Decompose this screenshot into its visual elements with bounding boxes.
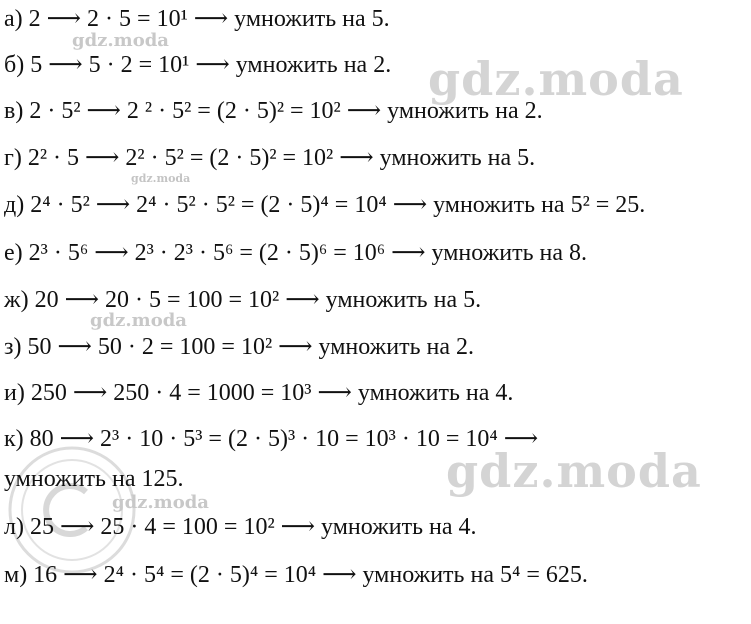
solution-line-z: з) 50 ⟶ 50 · 2 = 100 = 10² ⟶ умножить на 2. [4,334,475,360]
solution-line-b: б) 5 ⟶ 5 · 2 = 10¹ ⟶ умножить на 2. [4,52,392,78]
solution-line-i: и) 250 ⟶ 250 · 4 = 1000 = 10³ ⟶ умножить на 4. [4,380,514,406]
solution-line-k-part1: к) 80 ⟶ 2³ · 10 · 5³ = (2 · 5)³ · 10 = 10³ · 10 = 10⁴ ⟶ [4,426,539,452]
watermark-small-top: gdz.moda [72,30,169,51]
solution-line-g: г) 2² · 5 ⟶ 2² · 5² = (2 · 5)² = 10² ⟶ умножить на 5. [4,145,536,171]
watermark-large-top: gdz.moda [428,52,684,106]
solution-line-v: в) 2 · 5² ⟶ 2 ² · 5² = (2 · 5)² = 10² ⟶ умножить на 2. [4,98,543,124]
watermark-large-bottom: gdz.moda [446,444,702,498]
solution-line-k-part2: умножить на 125. [4,466,184,492]
watermark-small-bottom: gdz.moda [112,492,209,513]
solution-line-e: е) 2³ · 5⁶ ⟶ 2³ · 2³ · 5⁶ = (2 · 5)⁶ = 10⁶ ⟶ умножить на 8. [4,240,588,266]
solution-line-l: л) 25 ⟶ 25 · 4 = 100 = 10² ⟶ умножить на 4. [4,514,477,540]
watermark-small-middle: gdz.moda [90,310,187,331]
copyright-stamp-icon [2,440,142,580]
solution-line-a: а) 2 ⟶ 2 · 5 = 10¹ ⟶ умножить на 5. [4,6,390,32]
solution-line-m: м) 16 ⟶ 2⁴ · 5⁴ = (2 · 5)⁴ = 10⁴ ⟶ умножить на 5⁴ = 625. [4,562,588,588]
solution-line-d: д) 2⁴ · 5² ⟶ 2⁴ · 5² · 5² = (2 · 5)⁴ = 10⁴ ⟶ умножить на 5² = 25. [4,192,646,218]
solution-line-zh: ж) 20 ⟶ 20 · 5 = 100 = 10² ⟶ умножить на 5. [4,287,482,313]
watermark-tiny: gdz.moda [131,172,191,185]
